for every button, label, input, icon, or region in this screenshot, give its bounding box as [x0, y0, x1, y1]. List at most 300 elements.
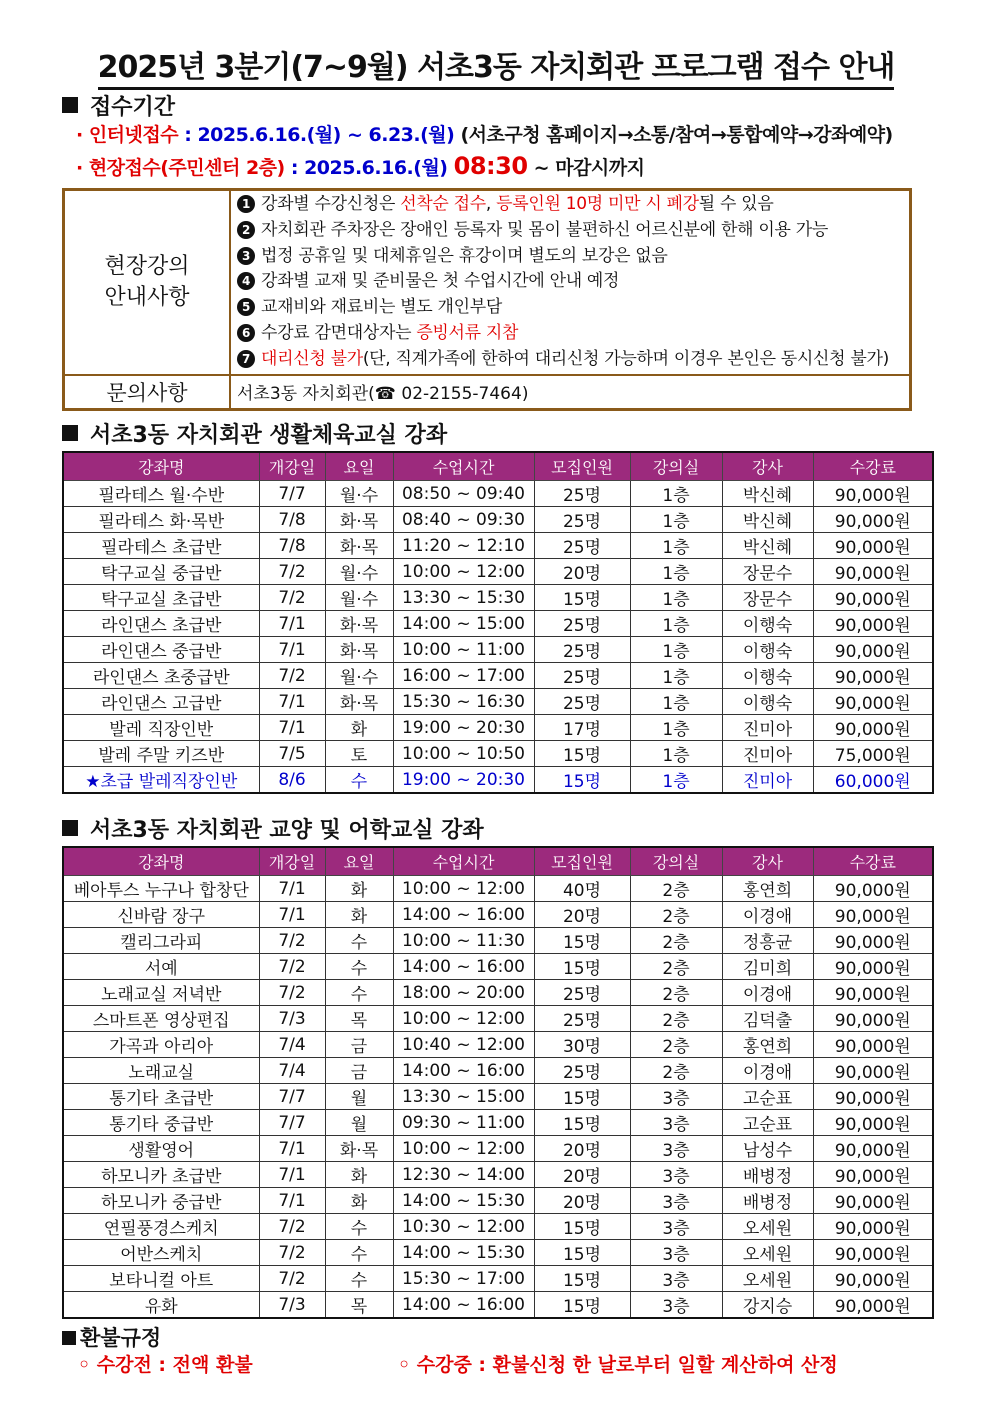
table-cell: 김미희 — [722, 954, 813, 980]
table-cell: 30명 — [534, 1032, 630, 1058]
table-cell: 신바람 장구 — [63, 902, 259, 928]
table-row — [63, 533, 933, 559]
table-row — [63, 1266, 933, 1292]
column-header: 수강료 — [813, 847, 933, 876]
table-cell: 화·목 — [325, 507, 393, 533]
table-cell: 수 — [325, 767, 393, 794]
table-cell: 15명 — [534, 1240, 630, 1266]
table-cell: 7/5 — [259, 741, 325, 767]
table-row — [63, 1058, 933, 1084]
table-cell: 박신혜 — [722, 481, 813, 507]
table-cell: 라인댄스 초중급반 — [63, 663, 259, 689]
notice-text: (단, 직계가족에 한하여 대리신청 가능하며 이경우 본인은 동시신청 불가) — [362, 348, 889, 369]
table-cell: 화 — [325, 1188, 393, 1214]
table-cell: 90,000원 — [813, 663, 933, 689]
table-cell: 강지승 — [722, 1292, 813, 1319]
table-cell: 90,000원 — [813, 481, 933, 507]
table-cell: 2층 — [630, 928, 722, 954]
table-cell: 목 — [325, 1292, 393, 1319]
table-cell: 화·목 — [325, 1136, 393, 1162]
table-cell: 14:00 ~ 15:00 — [393, 611, 534, 637]
table-cell: 90,000원 — [813, 689, 933, 715]
table-cell: 7/2 — [259, 559, 325, 585]
table-cell: 15명 — [534, 954, 630, 980]
table-cell: 15명 — [534, 741, 630, 767]
table-cell: 생활영어 — [63, 1136, 259, 1162]
table-cell: 7/1 — [259, 876, 325, 902]
table-cell: 15명 — [534, 585, 630, 611]
table-cell: 박신혜 — [722, 533, 813, 559]
table-cell: 90,000원 — [813, 507, 933, 533]
notice-text: 자치회관 주차장은 장애인 등록자 및 몸이 불편하신 어르신분에 한해 이용 가능 — [261, 219, 828, 240]
table-cell: 발레 주말 키즈반 — [63, 741, 259, 767]
table-cell: 90,000원 — [813, 1266, 933, 1292]
table-cell: 3층 — [630, 1240, 722, 1266]
table-cell: 14:00 ~ 16:00 — [393, 1292, 534, 1319]
table-cell: 8/6 — [259, 767, 325, 794]
table-cell: 09:30 ~ 11:00 — [393, 1110, 534, 1136]
notice-text: 증빙서류 지참 — [416, 322, 519, 343]
table-cell: 25명 — [534, 1006, 630, 1032]
table-cell: 장문수 — [722, 559, 813, 585]
table-cell: 10:40 ~ 12:00 — [393, 1032, 534, 1058]
table-cell: 라인댄스 중급반 — [63, 637, 259, 663]
table-cell: 라인댄스 고급반 — [63, 689, 259, 715]
column-header: 모집인원 — [534, 847, 630, 876]
table-row — [63, 715, 933, 741]
table-cell: 진미아 — [722, 767, 813, 794]
column-header: 강사 — [722, 847, 813, 876]
page-title: 2025년 3분기(7~9월) 서초3동 자치회관 프로그램 접수 안내 — [60, 42, 932, 86]
table-cell: 15명 — [534, 1266, 630, 1292]
table-cell: 7/1 — [259, 611, 325, 637]
column-header: 강사 — [722, 452, 813, 481]
table-cell: 20명 — [534, 1162, 630, 1188]
table-row — [63, 637, 933, 663]
refund-before: ◦ 수강전 : 전액 환불 — [78, 1354, 253, 1376]
number-badge-icon: 2 — [237, 221, 255, 239]
table-cell: 20명 — [534, 902, 630, 928]
table-cell: 90,000원 — [813, 1188, 933, 1214]
table-cell: ★초급 발레직장인반 — [63, 767, 259, 794]
table-cell: 90,000원 — [813, 533, 933, 559]
table-cell: 25명 — [534, 481, 630, 507]
table-cell: 토 — [325, 741, 393, 767]
table-cell: 화·목 — [325, 533, 393, 559]
notice-text: 교재비와 재료비는 별도 개인부담 — [261, 297, 503, 318]
table-cell: 10:00 ~ 12:00 — [393, 559, 534, 585]
table-cell: 90,000원 — [813, 611, 933, 637]
notice-text: 강좌별 교재 및 준비물은 첫 수업시간에 안내 예정 — [261, 271, 620, 292]
table-cell: 20명 — [534, 1136, 630, 1162]
notice-item — [237, 269, 903, 295]
table-row — [63, 1136, 933, 1162]
table-cell: 이행숙 — [722, 611, 813, 637]
table-cell: 15명 — [534, 928, 630, 954]
table-cell: 3층 — [630, 1084, 722, 1110]
table-cell: 90,000원 — [813, 1214, 933, 1240]
table-cell: 정흥균 — [722, 928, 813, 954]
table-cell: 필라테스 초급반 — [63, 533, 259, 559]
table-cell: 16:00 ~ 17:00 — [393, 663, 534, 689]
table-cell: 7/2 — [259, 1214, 325, 1240]
column-header: 강좌명 — [63, 452, 259, 481]
table-cell: 배병정 — [722, 1188, 813, 1214]
table-cell: 7/7 — [259, 1110, 325, 1136]
table-cell: 이행숙 — [722, 689, 813, 715]
table-cell: 하모니카 중급반 — [63, 1188, 259, 1214]
onsite-reception-line: · 현장접수(주민센터 2층) : 2025.6.16.(월) 08:30 ~ 마감시까지 — [76, 152, 645, 180]
table-row — [63, 902, 933, 928]
table-cell: 1층 — [630, 767, 722, 794]
table-cell: 1층 — [630, 637, 722, 663]
column-header: 강의실 — [630, 452, 722, 481]
table-cell: 금 — [325, 1058, 393, 1084]
table-cell: 10:00 ~ 11:00 — [393, 637, 534, 663]
table-cell: 90,000원 — [813, 902, 933, 928]
table-cell: 진미아 — [722, 741, 813, 767]
table-cell: 25명 — [534, 689, 630, 715]
table-cell: 진미아 — [722, 715, 813, 741]
table-cell: 고순표 — [722, 1110, 813, 1136]
notice-text: 법정 공휴일 및 대체휴일은 휴강이며 별도의 보강은 없음 — [261, 245, 668, 266]
table-cell: 라인댄스 초급반 — [63, 611, 259, 637]
table-cell: 7/1 — [259, 1188, 325, 1214]
table-cell: 화·목 — [325, 637, 393, 663]
table-cell: 화 — [325, 1162, 393, 1188]
table-cell: 홍연희 — [722, 1032, 813, 1058]
table-cell: 연필풍경스케치 — [63, 1214, 259, 1240]
table-cell: 25명 — [534, 663, 630, 689]
table-cell: 19:00 ~ 20:30 — [393, 715, 534, 741]
table-row — [63, 980, 933, 1006]
table-cell: 이경애 — [722, 980, 813, 1006]
table-cell: 15:30 ~ 16:30 — [393, 689, 534, 715]
table-cell: 15명 — [534, 1110, 630, 1136]
table-cell: 김덕출 — [722, 1006, 813, 1032]
table-cell: 90,000원 — [813, 1032, 933, 1058]
column-header: 수업시간 — [393, 847, 534, 876]
table-cell: 15명 — [534, 1214, 630, 1240]
table-cell: 수 — [325, 954, 393, 980]
table-cell: 90,000원 — [813, 1084, 933, 1110]
table-cell: 90,000원 — [813, 1136, 933, 1162]
refund-during: ◦ 수강중 : 환불신청 한 날로부터 일할 계산하여 산정 — [398, 1354, 838, 1376]
notice-item — [237, 321, 903, 347]
table-row — [63, 507, 933, 533]
table-row — [63, 585, 933, 611]
table-cell: 10:30 ~ 12:00 — [393, 1214, 534, 1240]
column-header: 요일 — [325, 847, 393, 876]
table-cell: 90,000원 — [813, 637, 933, 663]
table-cell: 수 — [325, 1266, 393, 1292]
table-cell: 75,000원 — [813, 741, 933, 767]
table-row — [63, 767, 933, 794]
table-cell: 노래교실 — [63, 1058, 259, 1084]
notice-item — [237, 218, 903, 244]
reception-heading: 접수기간 — [62, 90, 175, 121]
table-cell: 7/2 — [259, 928, 325, 954]
column-header: 모집인원 — [534, 452, 630, 481]
notice-item — [237, 347, 903, 373]
table-cell: 탁구교실 중급반 — [63, 559, 259, 585]
table-cell: 10:00 ~ 11:30 — [393, 928, 534, 954]
table-row — [63, 1084, 933, 1110]
table-cell: 목 — [325, 1006, 393, 1032]
table-cell: 필라테스 화·목반 — [63, 507, 259, 533]
table-cell: 25명 — [534, 507, 630, 533]
table-cell: 오세원 — [722, 1266, 813, 1292]
table-cell: 1층 — [630, 559, 722, 585]
notice-items — [230, 190, 911, 375]
table-cell: 수 — [325, 1240, 393, 1266]
table-cell: 7/1 — [259, 1136, 325, 1162]
table-cell: 박신혜 — [722, 507, 813, 533]
online-reception-line: · 인터넷접수 : 2025.6.16.(월) ~ 6.23.(월) (서초구청 홈페이지→소통/참여→통합예약→강좌예약) — [76, 124, 893, 146]
number-badge-icon: 6 — [237, 324, 255, 342]
table-cell: 화 — [325, 902, 393, 928]
number-badge-icon: 5 — [237, 298, 255, 316]
table-cell: 7/2 — [259, 1266, 325, 1292]
table-cell: 7/1 — [259, 902, 325, 928]
table-cell: 월 — [325, 1110, 393, 1136]
table-cell: 1층 — [630, 715, 722, 741]
table-cell: 장문수 — [722, 585, 813, 611]
table-cell: 1층 — [630, 741, 722, 767]
table-cell: 필라테스 월·수반 — [63, 481, 259, 507]
table-cell: 화 — [325, 876, 393, 902]
column-header: 강좌명 — [63, 847, 259, 876]
table-cell: 10:00 ~ 10:50 — [393, 741, 534, 767]
table-cell: 2층 — [630, 1058, 722, 1084]
table-cell: 90,000원 — [813, 1240, 933, 1266]
table-cell: 1층 — [630, 481, 722, 507]
table-row — [63, 481, 933, 507]
table-cell: 2층 — [630, 980, 722, 1006]
table-cell: 7/8 — [259, 507, 325, 533]
table-cell: 7/2 — [259, 954, 325, 980]
table-cell: 14:00 ~ 15:30 — [393, 1188, 534, 1214]
table-cell: 15:30 ~ 17:00 — [393, 1266, 534, 1292]
table-cell: 20명 — [534, 1188, 630, 1214]
table-cell: 3층 — [630, 1110, 722, 1136]
sports-table — [62, 451, 934, 794]
table-cell: 오세원 — [722, 1240, 813, 1266]
notice-text: , — [485, 194, 497, 214]
table-cell: 08:50 ~ 09:40 — [393, 481, 534, 507]
table-cell: 7/7 — [259, 1084, 325, 1110]
table-cell: 25명 — [534, 637, 630, 663]
table-cell: 3층 — [630, 1266, 722, 1292]
table-cell: 화·목 — [325, 689, 393, 715]
table-cell: 이경애 — [722, 1058, 813, 1084]
table-cell: 3층 — [630, 1188, 722, 1214]
table-cell: 홍연희 — [722, 876, 813, 902]
table-cell: 수 — [325, 928, 393, 954]
table-cell: 3층 — [630, 1162, 722, 1188]
table-cell: 스마트폰 영상편집 — [63, 1006, 259, 1032]
table-cell: 90,000원 — [813, 1110, 933, 1136]
table-row — [63, 1006, 933, 1032]
table-cell: 월·수 — [325, 481, 393, 507]
table-cell: 1층 — [630, 663, 722, 689]
table-cell: 90,000원 — [813, 1058, 933, 1084]
column-header: 요일 — [325, 452, 393, 481]
table-cell: 남성수 — [722, 1136, 813, 1162]
table-cell: 1층 — [630, 507, 722, 533]
column-header: 수업시간 — [393, 452, 534, 481]
contact-value: 서초3동 자치회관(☎ 02-2155-7464) — [230, 375, 911, 410]
table-row — [63, 1214, 933, 1240]
table-cell: 60,000원 — [813, 767, 933, 794]
table-row — [63, 1188, 933, 1214]
column-header: 개강일 — [259, 847, 325, 876]
table-cell: 7/1 — [259, 689, 325, 715]
table-cell: 7/4 — [259, 1032, 325, 1058]
table-cell: 하모니카 초급반 — [63, 1162, 259, 1188]
table-cell: 1층 — [630, 585, 722, 611]
notice-item — [237, 192, 903, 218]
table-row — [63, 1292, 933, 1319]
table-row — [63, 689, 933, 715]
column-header: 강의실 — [630, 847, 722, 876]
table-cell: 20명 — [534, 559, 630, 585]
table-cell: 캘리그라피 — [63, 928, 259, 954]
table-cell: 가곡과 아리아 — [63, 1032, 259, 1058]
table-cell: 월·수 — [325, 559, 393, 585]
table-cell: 2층 — [630, 1006, 722, 1032]
table-cell: 7/1 — [259, 637, 325, 663]
table-cell: 13:30 ~ 15:30 — [393, 585, 534, 611]
table-cell: 화·목 — [325, 611, 393, 637]
table-cell: 90,000원 — [813, 1006, 933, 1032]
table-cell: 90,000원 — [813, 928, 933, 954]
table-cell: 7/7 — [259, 481, 325, 507]
table-row — [63, 954, 933, 980]
table-cell: 3층 — [630, 1136, 722, 1162]
table-cell: 7/3 — [259, 1292, 325, 1319]
table-cell: 어반스케치 — [63, 1240, 259, 1266]
table-cell: 월·수 — [325, 663, 393, 689]
table-cell: 이행숙 — [722, 637, 813, 663]
table-cell: 90,000원 — [813, 715, 933, 741]
table-cell: 이경애 — [722, 902, 813, 928]
table-cell: 90,000원 — [813, 585, 933, 611]
number-badge-icon: 4 — [237, 272, 255, 290]
notice-text: 될 수 있음 — [698, 194, 774, 214]
table-cell: 베아투스 누구나 합창단 — [63, 876, 259, 902]
table-cell: 10:00 ~ 12:00 — [393, 1136, 534, 1162]
table-cell: 유화 — [63, 1292, 259, 1319]
column-header: 개강일 — [259, 452, 325, 481]
culture-heading: 서초3동 자치회관 교양 및 어학교실 강좌 — [62, 813, 484, 844]
table-cell: 7/8 — [259, 533, 325, 559]
table-cell: 14:00 ~ 15:30 — [393, 1240, 534, 1266]
notice-item — [237, 295, 903, 321]
table-cell: 15명 — [534, 767, 630, 794]
table-cell: 90,000원 — [813, 559, 933, 585]
table-row — [63, 1162, 933, 1188]
table-cell: 17명 — [534, 715, 630, 741]
table-cell: 19:00 ~ 20:30 — [393, 767, 534, 794]
table-cell: 화 — [325, 715, 393, 741]
contact-label: 문의사항 — [64, 375, 231, 410]
table-row — [63, 741, 933, 767]
table-cell: 25명 — [534, 533, 630, 559]
table-cell: 월·수 — [325, 585, 393, 611]
table-cell: 7/1 — [259, 1162, 325, 1188]
table-cell: 오세원 — [722, 1214, 813, 1240]
table-row — [63, 1240, 933, 1266]
table-cell: 90,000원 — [813, 980, 933, 1006]
table-row — [63, 1032, 933, 1058]
table-cell: 90,000원 — [813, 954, 933, 980]
table-cell: 11:20 ~ 12:10 — [393, 533, 534, 559]
table-cell: 보타니컬 아트 — [63, 1266, 259, 1292]
table-cell: 25명 — [534, 980, 630, 1006]
notice-text: 수강료 감면대상자는 — [261, 322, 417, 343]
refund-heading: 환불규정 — [62, 1322, 161, 1352]
table-cell: 7/4 — [259, 1058, 325, 1084]
table-cell: 18:00 ~ 20:00 — [393, 980, 534, 1006]
table-cell: 25명 — [534, 611, 630, 637]
table-cell: 90,000원 — [813, 1162, 933, 1188]
table-cell: 금 — [325, 1032, 393, 1058]
table-cell: 2층 — [630, 902, 722, 928]
table-row — [63, 663, 933, 689]
table-cell: 90,000원 — [813, 876, 933, 902]
table-cell: 7/1 — [259, 715, 325, 741]
table-cell: 10:00 ~ 12:00 — [393, 1006, 534, 1032]
table-cell: 1층 — [630, 611, 722, 637]
culture-table — [62, 846, 934, 1319]
table-cell: 발레 직장인반 — [63, 715, 259, 741]
table-cell: 13:30 ~ 15:00 — [393, 1084, 534, 1110]
column-header: 수강료 — [813, 452, 933, 481]
table-row — [63, 876, 933, 902]
table-cell: 통기타 중급반 — [63, 1110, 259, 1136]
number-badge-icon: 7 — [237, 350, 255, 368]
table-cell: 90,000원 — [813, 1292, 933, 1319]
table-cell: 수 — [325, 1214, 393, 1240]
notice-text: 대리신청 불가 — [261, 348, 363, 369]
table-cell: 7/2 — [259, 1240, 325, 1266]
table-cell: 월 — [325, 1084, 393, 1110]
table-cell: 통기타 초급반 — [63, 1084, 259, 1110]
table-cell: 3층 — [630, 1214, 722, 1240]
notice-text: 선착순 접수 — [400, 194, 486, 214]
table-row — [63, 1110, 933, 1136]
table-row — [63, 611, 933, 637]
table-cell: 15명 — [534, 1084, 630, 1110]
table-cell: 수 — [325, 980, 393, 1006]
table-cell: 1층 — [630, 689, 722, 715]
number-badge-icon: 1 — [237, 195, 255, 213]
table-cell: 25명 — [534, 1058, 630, 1084]
table-cell: 7/2 — [259, 585, 325, 611]
table-cell: 서예 — [63, 954, 259, 980]
notice-text: 등록인원 10명 미만 시 폐강 — [496, 194, 699, 214]
notice-box — [62, 188, 912, 411]
table-cell: 10:00 ~ 12:00 — [393, 876, 534, 902]
table-cell: 1층 — [630, 533, 722, 559]
number-badge-icon: 3 — [237, 247, 255, 265]
table-row — [63, 928, 933, 954]
table-cell: 7/3 — [259, 1006, 325, 1032]
table-cell: 14:00 ~ 16:00 — [393, 954, 534, 980]
notice-text: 강좌별 수강신청은 — [261, 194, 401, 214]
table-cell: 2층 — [630, 1032, 722, 1058]
